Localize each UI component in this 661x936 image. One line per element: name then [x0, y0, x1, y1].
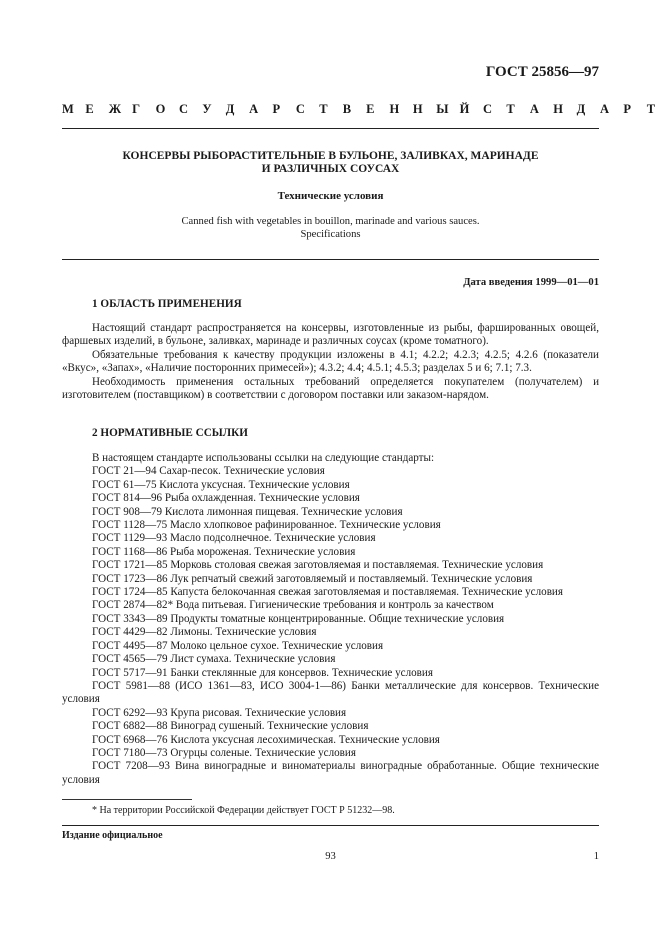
banner-word-standard — [483, 102, 655, 117]
reference-item: ГОСТ 21—94 Сахар-песок. Технические условия — [92, 465, 325, 478]
document-subtitle: Технические условия — [277, 190, 384, 202]
section-2-heading: 2 НОРМАТИВНЫЕ ССЫЛКИ — [92, 427, 248, 439]
reference-item: ГОСТ 6968—76 Кислота уксусная лесохимическая. Технические условия — [92, 733, 440, 746]
banner-letter: А — [249, 102, 259, 116]
title-line-1: КОНСЕРВЫ РЫБОРАСТИТЕЛЬНЫЕ В БУЛЬОНЕ, ЗАЛИВКАХ, МАРИНАДЕ — [122, 150, 539, 162]
standard-banner — [62, 102, 656, 117]
reference-item: ГОСТ 3343—89 Продукты томатные концентрированные. Общие технические условия — [92, 612, 505, 625]
section-1-paragraph: Обязательные требования к качеству продукции изложены в 4.1; 4.2.2; 4.2.3; 4.2.5; 4.2.6 (показатели «Вкус», «Запах», «Наличие посторонних примесей»); 4.3.2; 4.4; 4.5.1; 4.5.3; разделах 5 и 6; 7.1; 7.3. — [62, 348, 599, 375]
reference-item: ГОСТ 5717—91 Банки стеклянные для консервов. Технические условия — [92, 666, 433, 679]
reference-item: ГОСТ 814—96 Рыба охлажденная. Технические условия — [92, 492, 360, 505]
header-rule — [62, 128, 599, 129]
reference-item: ГОСТ 1129—93 Масло подсолнечное. Технические условия — [92, 532, 376, 545]
banner-letter: М — [62, 102, 74, 116]
document-code: ГОСТ 25856—97 — [485, 64, 599, 80]
reference-item: ГОСТ 6882—88 Виноград сушеный. Технические условия — [92, 720, 369, 733]
english-title — [62, 215, 599, 241]
introduction-date: Дата введения 1999—01—01 — [463, 277, 599, 288]
reference-item: ГОСТ 5981—88 (ИСО 1361—83, ИСО 3004-1—86) Банки металлические для консервов. Технические условия — [62, 679, 599, 706]
banner-letter: Ж — [108, 102, 122, 116]
title-line-2: И РАЗЛИЧНЫХ СОУСАХ — [261, 163, 400, 175]
section-2-lead: В настоящем стандарте использованы ссылки на следующие стандарты: — [92, 452, 435, 464]
banner-letter: Р — [272, 102, 281, 116]
banner-letter: Д — [225, 102, 235, 116]
reference-item: ГОСТ 6292—93 Крупа рисовая. Технические условия — [92, 706, 347, 719]
banner-letter: Й — [459, 102, 470, 116]
section-1-body — [62, 322, 599, 402]
footer-rule — [62, 825, 599, 826]
banner-letter: А — [599, 102, 610, 116]
reference-item: ГОСТ 4429—82 Лимоны. Технические условия — [92, 626, 317, 639]
banner-letter: Д — [576, 102, 586, 116]
sheet-number: 1 — [593, 851, 599, 862]
reference-item: ГОСТ 1724—85 Капуста белокочанная свежая заготовляемая и поставляемая. Технические условия — [92, 586, 563, 599]
english-title-line-1: Canned fish with vegetables in bouillon, marinade and various sauces. — [181, 216, 480, 227]
banner-letter: Т — [506, 102, 515, 116]
banner-letter: С — [483, 102, 493, 116]
document-title — [62, 150, 599, 176]
banner-word-interstate — [62, 102, 483, 117]
english-title-line-2: Specifications — [300, 229, 361, 240]
reference-item: ГОСТ 4495—87 Молоко цельное сухое. Технические условия — [92, 639, 384, 652]
banner-letter: Г — [132, 102, 141, 116]
banner-letter: Т — [319, 102, 328, 116]
banner-letter: У — [202, 102, 212, 116]
reference-item: ГОСТ 4565—79 Лист сумаха. Технические условия — [92, 653, 336, 666]
footnote-rule — [62, 799, 192, 800]
banner-letter: Ы — [436, 102, 449, 116]
banner-letter: Н — [553, 102, 563, 116]
reference-item: ГОСТ 7208—93 Вина виноградные и виноматериалы виноградные обработанные. Общие технические условия — [62, 760, 599, 786]
banner-letter: О — [155, 102, 166, 116]
section-1-paragraph: Необходимость применения остальных требований определяется покупателем (получателем) и изготовителем (поставщиком) в соответствии с договором поставки или заказом-нарядом. — [62, 375, 599, 402]
banner-letter: А — [529, 102, 539, 116]
reference-item: ГОСТ 1128—75 Масло хлопковое рафинированное. Технические условия — [92, 519, 441, 532]
section-2-body — [62, 452, 599, 787]
reference-item: ГОСТ 1168—86 Рыба мороженая. Технические условия — [92, 545, 356, 558]
banner-letter: С — [178, 102, 188, 116]
banner-letter: Н — [389, 102, 400, 116]
banner-letter: Т — [646, 102, 656, 116]
page-number: 93 — [325, 851, 336, 862]
title-rule — [62, 259, 599, 260]
references-list — [62, 465, 599, 787]
reference-item: ГОСТ 61—75 Кислота уксусная. Технические условия — [92, 478, 350, 491]
reference-item: ГОСТ 2874—82* Вода питьевая. Гигиенические требования и контроль за качеством — [92, 599, 494, 612]
banner-letter: С — [295, 102, 305, 116]
reference-item: ГОСТ 1721—85 Морковь столовая свежая заготовляемая и поставляемая. Технические условия — [92, 559, 544, 572]
reference-item: ГОСТ 7180—73 Огурцы соленые. Технические условия — [92, 746, 356, 759]
banner-letter: В — [342, 102, 352, 116]
section-1-heading: 1 ОБЛАСТЬ ПРИМЕНЕНИЯ — [92, 298, 242, 310]
reference-item: ГОСТ 1723—86 Лук репчатый свежий заготовляемый и поставляемый. Технические условия — [92, 572, 533, 585]
section-1-paragraph: Настоящий стандарт распространяется на консервы, изготовленные из рыбы, фаршированных овощей, фаршевых изделий, в бульоне, заливках, маринаде и различных соусах (кроме томатного). — [62, 322, 599, 348]
banner-letter: Н — [412, 102, 423, 116]
footnote: * На территории Российской Федерации действует ГОСТ Р 51232—98. — [92, 805, 395, 816]
official-edition-label: Издание официальное — [62, 830, 163, 841]
reference-item: ГОСТ 908—79 Кислота лимонная пищевая. Технические условия — [92, 505, 403, 518]
banner-letter: Е — [85, 102, 94, 116]
banner-letter: Р — [623, 102, 632, 116]
banner-letter: Е — [366, 102, 375, 116]
